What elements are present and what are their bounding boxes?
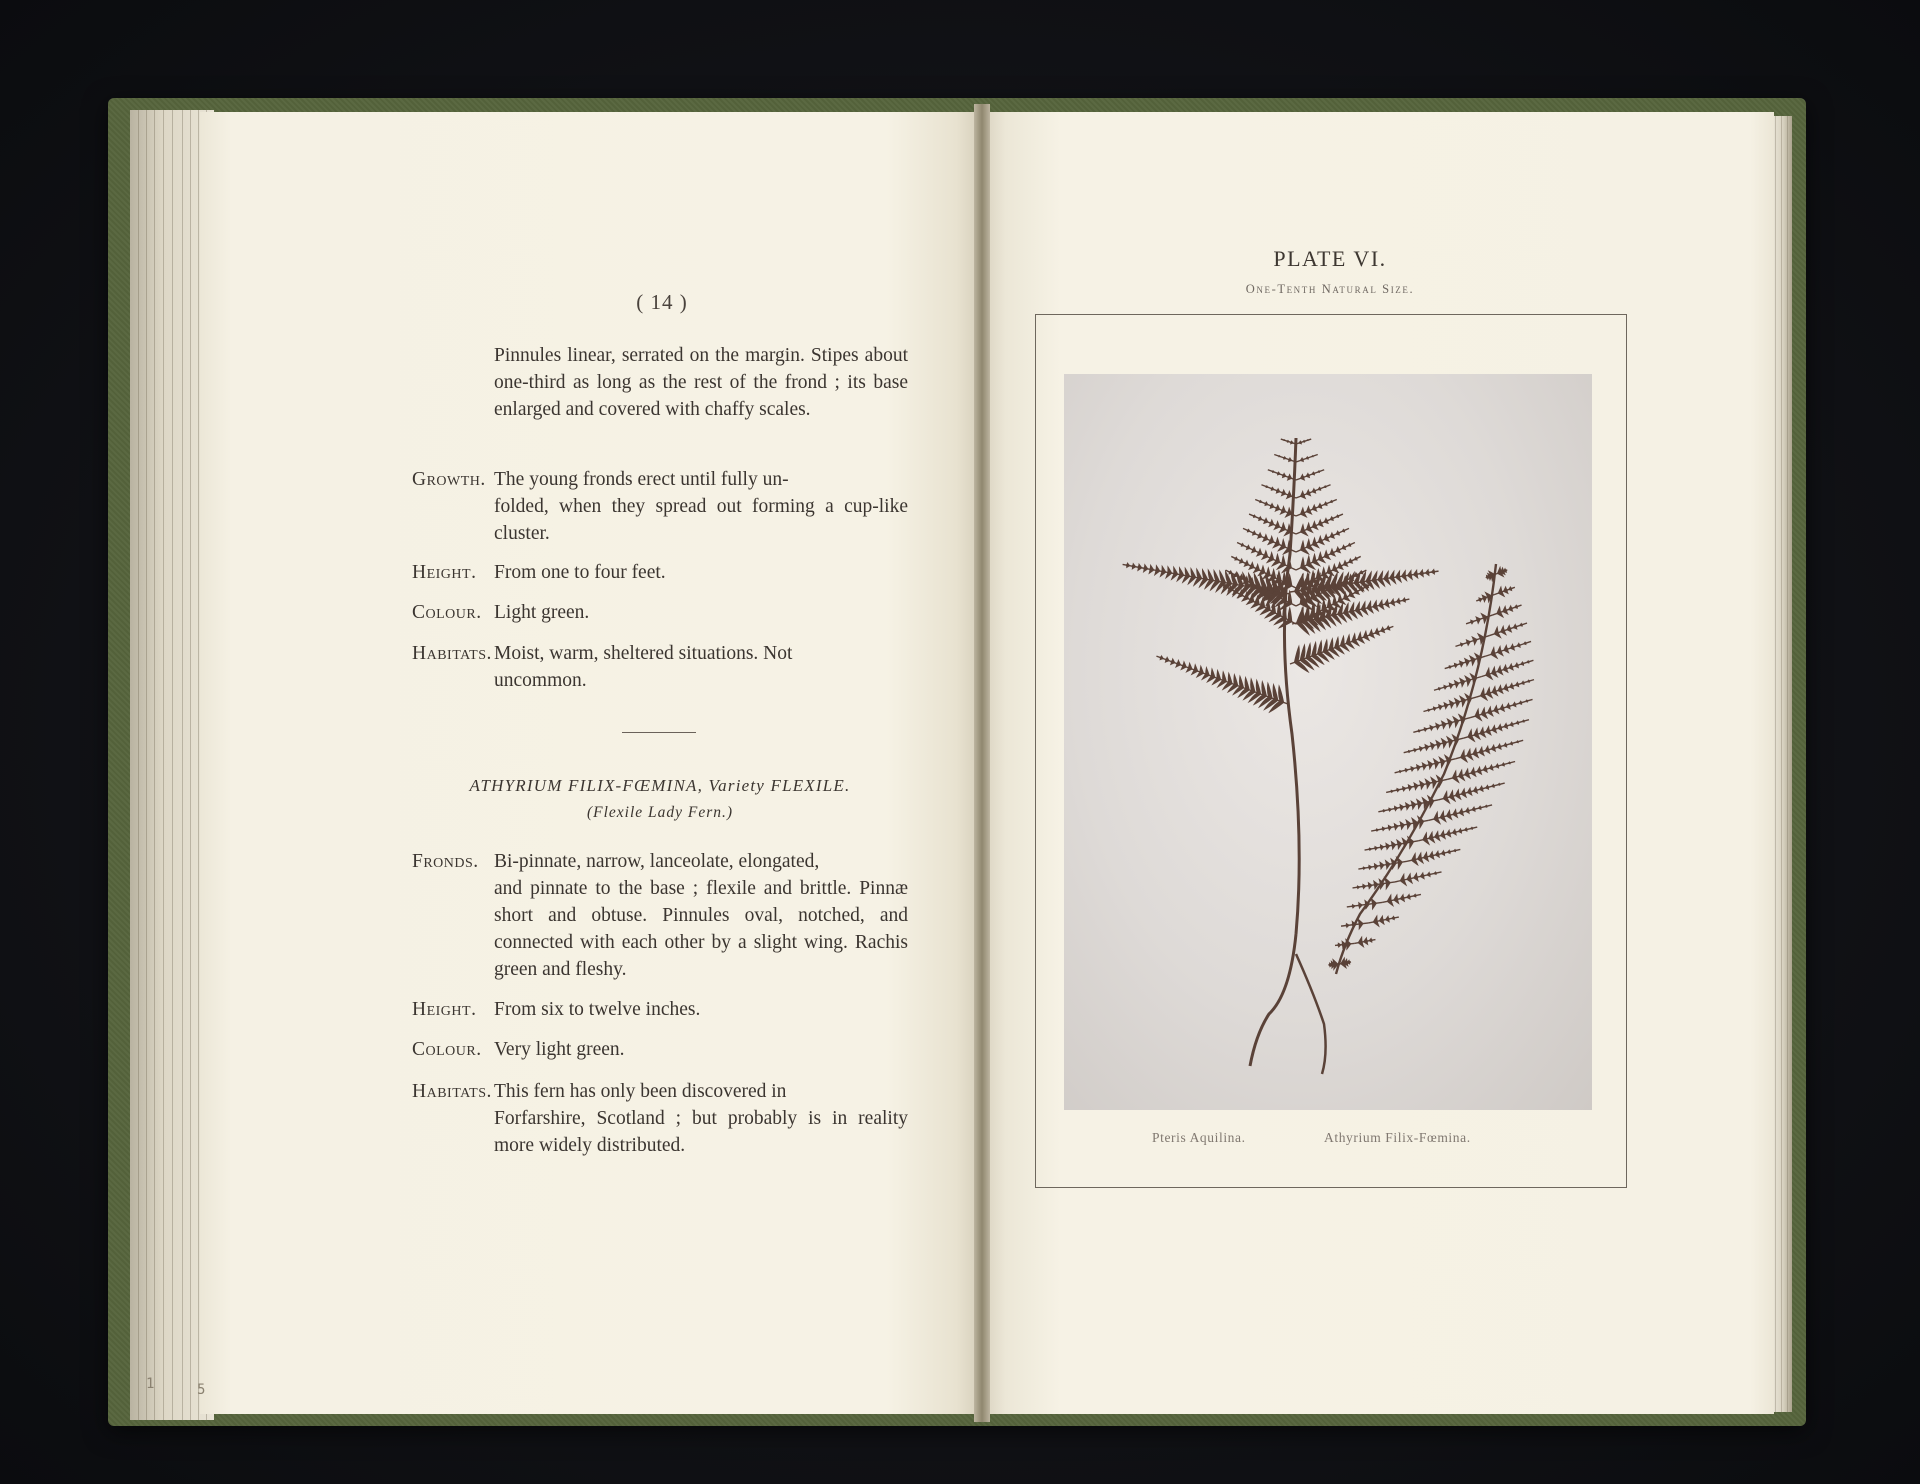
pinna xyxy=(1273,452,1297,465)
entry-text-first: Light green. xyxy=(494,602,590,623)
book-gutter xyxy=(974,104,990,1422)
pinna xyxy=(1427,798,1494,828)
entry-colour xyxy=(412,599,908,626)
pinna xyxy=(1294,480,1332,503)
pinna xyxy=(1352,875,1396,895)
pinna xyxy=(1422,690,1478,718)
caption-pteris: Pteris Aquilina. xyxy=(1152,1130,1246,1145)
pinna xyxy=(1340,917,1369,933)
pinna xyxy=(1492,581,1517,600)
pinna xyxy=(1437,776,1507,807)
pinna xyxy=(1393,865,1443,889)
pinna xyxy=(1402,731,1465,760)
pinna xyxy=(1357,854,1408,876)
entry-term: Growth. xyxy=(412,469,486,490)
entry-text-rest: uncommon. xyxy=(494,670,587,691)
entry-term: Colour. xyxy=(412,1039,482,1060)
pinna xyxy=(1295,466,1326,484)
pinna xyxy=(1385,772,1449,799)
pinna xyxy=(1484,635,1534,663)
common-name: (Flexile Lady Fern.) xyxy=(586,804,734,821)
page-number: ( 14 ) xyxy=(636,290,688,314)
entry-term: Height. xyxy=(412,999,477,1020)
rachis xyxy=(1336,564,1496,974)
entry-text-first: From one to four feet. xyxy=(494,562,666,583)
plate-title: PLATE VI. xyxy=(1273,246,1387,271)
stipe-base xyxy=(1296,954,1326,1074)
entry-text-first: From six to twelve inches. xyxy=(494,999,701,1020)
pinna xyxy=(1479,653,1536,683)
entry-text-first: Bi-pinnate, narrow, lanceolate, elongated, xyxy=(494,851,820,872)
section-divider xyxy=(622,732,696,733)
entry-height-2 xyxy=(412,996,908,1023)
pinna xyxy=(1490,599,1523,622)
entry-colour-2 xyxy=(412,1036,908,1063)
entry-text-first: Very light green. xyxy=(494,1039,625,1060)
fern-photograph xyxy=(1064,374,1592,1110)
pinna xyxy=(1288,554,1441,609)
entry-text-first: This fern has only been discovered in xyxy=(494,1081,787,1102)
entry-growth xyxy=(412,466,908,547)
pinna xyxy=(1417,820,1479,848)
pinna xyxy=(1367,911,1400,930)
entry-habitats xyxy=(412,640,908,694)
pinna xyxy=(1377,793,1440,819)
stipe-base xyxy=(1250,934,1296,1066)
entry-text-rest: folded, when they spread out forming a cup-like cluster. xyxy=(494,496,908,544)
fern-illustration xyxy=(1064,374,1592,1110)
pinna xyxy=(1280,437,1297,446)
entry-term: Height. xyxy=(412,562,477,583)
entry-fronds xyxy=(412,848,908,983)
pinna xyxy=(1393,752,1458,780)
entry-term: Habitats. xyxy=(412,643,492,664)
entry-term: Fronds. xyxy=(412,851,479,872)
entry-text-first: The young fronds erect until fully un- xyxy=(494,469,789,490)
caption-athyrium: Athyrium Filix-Fœmina. xyxy=(1324,1130,1471,1145)
entry-term: Colour. xyxy=(412,602,482,623)
pinna xyxy=(1353,933,1376,949)
left-page xyxy=(200,112,980,1414)
pinna xyxy=(1346,896,1383,914)
plate-subtitle: One-Tenth Natural Size. xyxy=(1245,282,1415,296)
continuation-paragraph: Pinnules linear, serrated on the margin. Stipes about one-third as long as the rest of the frond ; its base enlarged and covered with chaffy scales. xyxy=(494,345,908,420)
entry-text-first: Moist, warm, sheltered situations. Not xyxy=(494,643,793,664)
pinna xyxy=(1487,617,1529,643)
pinna xyxy=(1381,888,1423,909)
edge-mark-2: 5 xyxy=(197,1382,206,1398)
entry-text-rest: Forfarshire, Scotland ; but probably is in reality more widely distributed. xyxy=(494,1108,908,1156)
edge-mark-1: 1 xyxy=(146,1376,155,1392)
entry-habitats-2 xyxy=(412,1078,908,1159)
pinna xyxy=(1295,452,1319,465)
pinna xyxy=(1405,842,1462,868)
species-heading: ATHYRIUM FILIX-FŒMINA, Variety FLEXILE. xyxy=(469,776,851,795)
entry-term: Habitats. xyxy=(412,1081,492,1102)
pinna xyxy=(1151,642,1293,719)
pinna xyxy=(1295,437,1312,446)
entry-height xyxy=(412,559,908,586)
entry-text-rest: and pinnate to the base ; flexile and brittle. Pinnæ short and obtuse. Pinnules oval, notched, and connected with each other by a slight wing. Rachis green and fleshy. xyxy=(494,878,908,980)
